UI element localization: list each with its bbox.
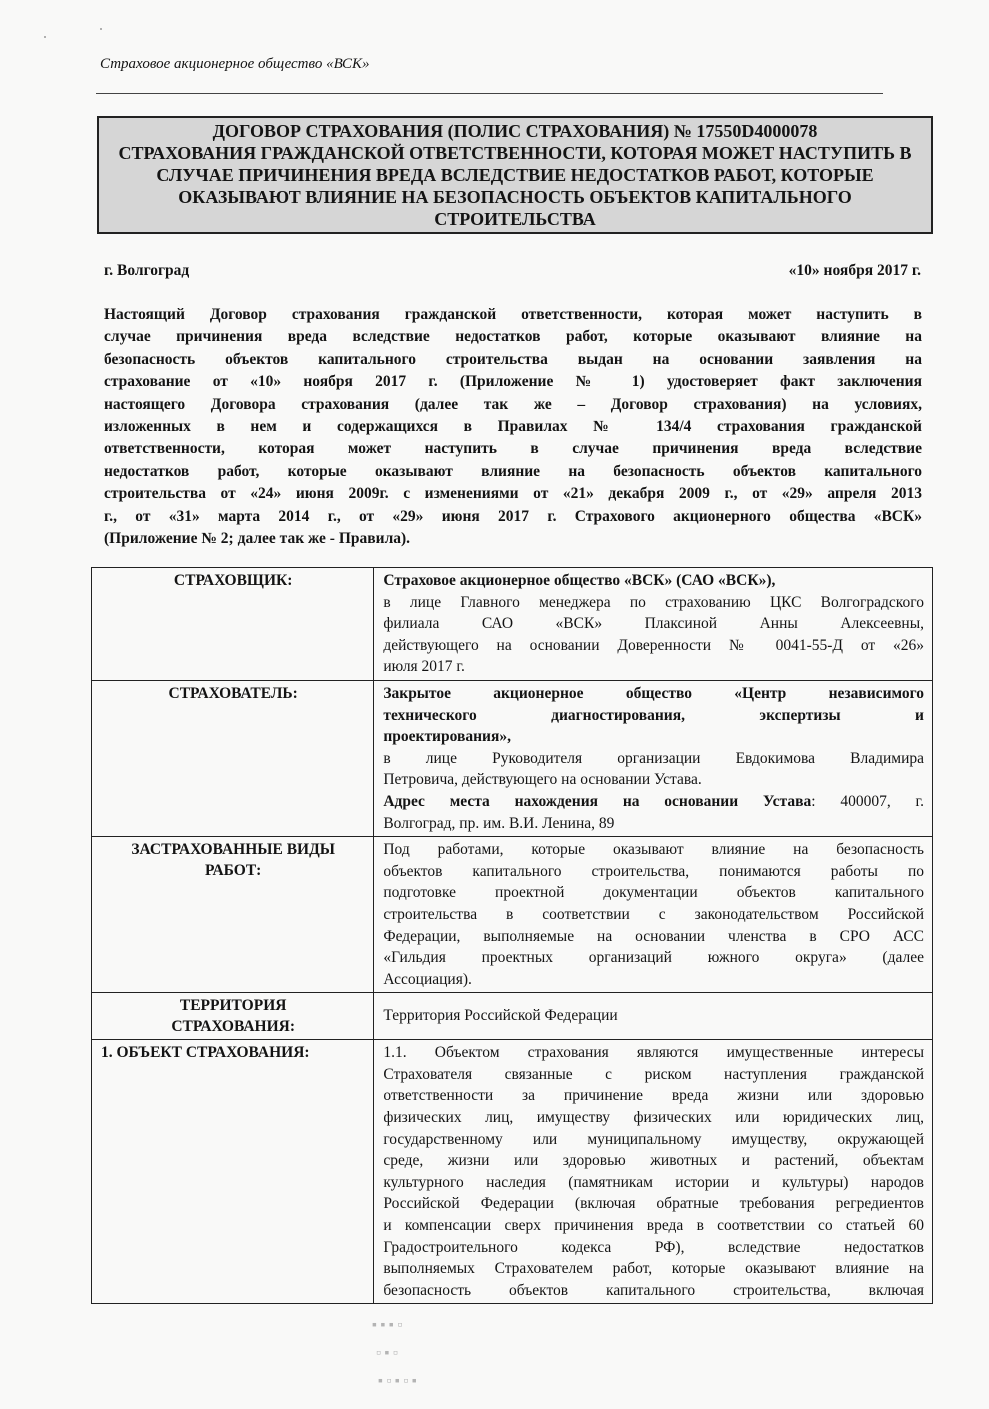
policyholder-label: СТРАХОВАТЕЛЬ: xyxy=(92,680,374,836)
address-value: : 400007, г. xyxy=(811,792,924,810)
header-rule xyxy=(96,93,883,94)
intro-line: (Приложение № 2; далее так же - Правила). xyxy=(104,529,411,547)
object-line: государственному или муниципальному имуществу, окружающей xyxy=(383,1130,924,1148)
insured-works-value xyxy=(374,837,933,993)
insurer-line: филиала САО «ВСК» Плаксиной Анны Алексеевны, xyxy=(383,615,924,633)
insurer-line: июля 2017 г. xyxy=(383,658,465,676)
territory-label-line: ТЕРРИТОРИЯ xyxy=(179,997,287,1015)
object-line: ответственности за причинение вреда жизни или здоровью xyxy=(383,1087,924,1105)
object-line: 1.1. Объектом страхования являются имущественные интересы xyxy=(383,1044,924,1062)
document-title-box xyxy=(97,116,933,234)
intro-line: недостатков работ, которые оказывают влияние на безопасность объектов капитального xyxy=(104,462,922,480)
title-line: СТРОИТЕЛЬСТВА xyxy=(434,209,596,229)
insured-works-label-line: РАБОТ: xyxy=(204,862,262,880)
insurer-name: Страховое акционерное общество «ВСК» (САО «ВСК»), xyxy=(383,572,776,589)
insured-works-label xyxy=(92,837,374,993)
insurer-line: действующего на основании Доверенности № 0041-55-Д от «26» xyxy=(383,636,924,654)
insured-works-line: Федерации, выполняемые на основании членства в СРО АСС xyxy=(383,927,924,945)
intro-line: строительства от «24» июня 2009г. с изменениями от «21» декабря 2009 г., от «29» апреля 2013 xyxy=(104,485,922,503)
scan-speck xyxy=(44,36,46,38)
intro-line: ответственности, которая может наступить в случае причинения вреда вследствие xyxy=(104,440,922,458)
object-line: Страхователя связанные с риском наступления гражданской xyxy=(383,1065,924,1083)
insured-works-line: строительства в соответствии с законодательством Российской xyxy=(383,905,924,923)
title-line: СТРАХОВАНИЯ ГРАЖДАНСКОЙ ОТВЕТСТВЕННОСТИ, КОТОРАЯ МОЖЕТ НАСТУПИТЬ В xyxy=(118,143,912,163)
document-city: г. Волгоград xyxy=(104,262,190,279)
intro-line: страхование от «10» ноября 2017 г. (Приложение № 1) удостоверяет факт заключения xyxy=(104,373,922,391)
intro-line: Настоящий Договор страхования гражданской ответственности, которая может наступить в xyxy=(104,306,922,323)
table-row-policyholder xyxy=(92,680,933,836)
table-row-insured-works xyxy=(92,837,933,993)
show-through-text: ▫ ▪ ▫ xyxy=(376,1346,398,1361)
title-line: СЛУЧАЕ ПРИЧИНЕНИЯ ВРЕДА ВСЛЕДСТВИЕ НЕДОСТАТКОВ РАБОТ, КОТОРЫЕ xyxy=(156,165,874,185)
territory-value-text: Территория Российской Федерации xyxy=(383,1007,618,1025)
intro-line: настоящего Договора страхования (далее так же – Договор страхования) на условиях, xyxy=(104,395,922,413)
insured-works-line: «Гильдия проектных организаций южного округа» (далее xyxy=(383,949,924,967)
policyholder-name-line: проектирования», xyxy=(383,728,511,746)
policyholder-name-line: технического диагностирования, экспертизы и xyxy=(383,706,924,724)
policy-terms-table xyxy=(91,567,933,1304)
object-line: Градостроительного кодекса РФ), вследствие недостатков xyxy=(383,1238,924,1256)
policyholder-rep-line: в лице Руководителя организации Евдокимова Владимира xyxy=(383,749,924,767)
policyholder-name-line: Закрытое акционерное общество «Центр независимого xyxy=(383,684,924,702)
territory-label-line: СТРАХОВАНИЯ: xyxy=(171,1018,296,1036)
territory-label xyxy=(92,993,374,1040)
object-line: среде, жизни или здоровью животных и растений, объектам xyxy=(383,1152,924,1170)
insurer-line: в лице Главного менеджера по страхованию ЦКС Волгоградского xyxy=(383,593,924,611)
policyholder-address-line xyxy=(383,791,924,813)
policyholder-rep-line: Петровича, действующего на основании Устава. xyxy=(383,771,702,789)
object-line: Российской Федерации (включая обратные требования регредиентов xyxy=(383,1195,924,1213)
object-label: 1. ОБЪЕКТ СТРАХОВАНИЯ: xyxy=(92,1040,374,1304)
scan-speck xyxy=(100,28,102,30)
object-line: выполняемых Страхователем работ, которые оказывают влияние на xyxy=(383,1260,924,1278)
intro-paragraph xyxy=(104,304,922,550)
object-value xyxy=(374,1040,933,1304)
insured-works-line: Под работами, которые оказывают влияние на безопасность xyxy=(383,841,924,859)
intro-line: изложенных в нем и содержащихся в Правилах № 134/4 страхования гражданской xyxy=(104,417,922,435)
territory-value xyxy=(374,993,933,1040)
object-line: безопасность объектов капитального строительства, включая xyxy=(383,1281,924,1299)
policyholder-address-line-2: Волгоград, пр. им. В.И. Ленина, 89 xyxy=(383,814,615,832)
insurer-value xyxy=(374,568,933,681)
insured-works-line: подготовке проектной документации объектов капитального xyxy=(383,884,924,902)
address-label: Адрес места нахождения на основании Устава xyxy=(383,792,812,810)
insured-works-line: объектов капитального строительства, понимаются работы по xyxy=(383,862,924,880)
object-line: и компенсации сверх причинения вреда в соответствии со статьей 60 xyxy=(383,1217,924,1235)
table-row-object xyxy=(92,1040,933,1304)
insurer-label: СТРАХОВЩИК: xyxy=(92,568,374,681)
document-date: «10» ноября 2017 г. xyxy=(788,262,921,279)
title-line: ДОГОВОР СТРАХОВАНИЯ (ПОЛИС СТРАХОВАНИЯ) № 17550D4000078 xyxy=(212,121,818,141)
policyholder-value xyxy=(374,680,933,836)
title-line: ОКАЗЫВАЮТ ВЛИЯНИЕ НА БЕЗОПАСНОСТЬ ОБЪЕКТОВ КАПИТАЛЬНОГО xyxy=(178,187,852,207)
insured-works-line: Ассоциация). xyxy=(383,970,472,988)
show-through-text: ▪ ▫ ▪ ▫ ▪ xyxy=(378,1374,417,1389)
company-header: Страховое акционерное общество «ВСК» xyxy=(100,56,370,72)
intro-line: случае причинения вреда вследствие недостатков работ, которые оказывают влияние на xyxy=(104,328,922,346)
table-row-territory xyxy=(92,993,933,1040)
show-through-text: ▪ ▪ ▪ ▫ xyxy=(372,1318,403,1333)
object-line: физических лиц, имуществу физических или юридических лиц, xyxy=(383,1109,924,1127)
intro-line: г., от «31» марта 2014 г., от «29» июня 2017 г. Страхового акционерного общества «ВСК» xyxy=(104,507,922,525)
insured-works-label-line: ЗАСТРАХОВАННЫЕ ВИДЫ xyxy=(131,841,335,859)
table-row-insurer xyxy=(92,568,933,681)
intro-line: безопасность объектов капитального строительства выдан на основании заявления на xyxy=(104,350,922,368)
object-line: культурного наследия (памятникам истории и культуры) народов xyxy=(383,1173,924,1191)
